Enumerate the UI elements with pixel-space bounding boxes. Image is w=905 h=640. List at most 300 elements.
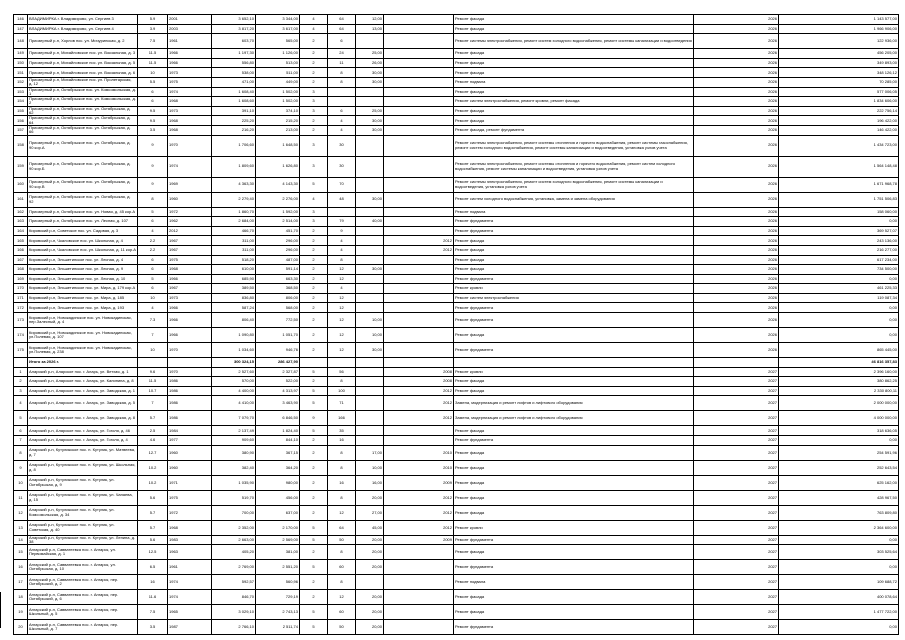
row-wear-percent: 30,00 bbox=[356, 125, 384, 135]
row-index: 158 bbox=[14, 135, 28, 156]
row-wear: 2.2 bbox=[138, 236, 168, 246]
row-wear-percent: 30,00 bbox=[356, 343, 384, 358]
row-work-type: Ремонт кровли bbox=[454, 520, 694, 535]
row-wear-percent: 25,00 bbox=[356, 106, 384, 116]
row-plan-year: 2026 bbox=[694, 192, 779, 207]
row-index: 167 bbox=[14, 255, 28, 265]
table-row bbox=[14, 236, 899, 246]
table-row bbox=[14, 255, 899, 265]
row-total-area: 4 410,00 bbox=[212, 396, 256, 411]
row-index: 149 bbox=[14, 49, 28, 59]
row-floors: 2 bbox=[300, 490, 328, 505]
row-floors: 3 bbox=[300, 217, 328, 227]
row-work-type: Ремонт подвала bbox=[454, 207, 694, 217]
row-year-built: 2012 bbox=[168, 226, 212, 236]
row-apartments: 30 bbox=[328, 135, 356, 156]
row-wear: 10 bbox=[138, 68, 168, 78]
row-address: Приозерный р-н, Хорлов пос. ул. Мичуринская, д. 2 bbox=[28, 34, 138, 49]
row-work-type: Ремонт фасада bbox=[454, 460, 694, 475]
row-index: 15 bbox=[14, 545, 28, 560]
row-apartments: 6 bbox=[328, 34, 356, 49]
row-cost: 1 477 722,00 bbox=[779, 605, 899, 620]
row-wear-percent bbox=[356, 87, 384, 97]
row-living-area: 522,00 bbox=[256, 377, 300, 387]
row-wear-percent bbox=[356, 226, 384, 236]
row-total-area: 2 766,10 bbox=[212, 620, 256, 635]
table-row bbox=[14, 605, 899, 620]
row-living-area: 3 344,00 bbox=[256, 15, 300, 25]
row-living-area: 3 463,90 bbox=[256, 396, 300, 411]
row-living-area: 511,00 bbox=[256, 68, 300, 78]
table-row bbox=[14, 87, 899, 97]
row-last-repair-year: 2012 bbox=[384, 520, 454, 535]
row-apartments: 60 bbox=[328, 605, 356, 620]
row-floors: 4 bbox=[300, 24, 328, 34]
row-wear-percent: 27,00 bbox=[356, 505, 384, 520]
row-cost: 348 126,12 bbox=[779, 68, 899, 78]
row-index: 10 bbox=[14, 475, 28, 490]
row-floors: 2 bbox=[300, 255, 328, 265]
row-cost: 109 688,72 bbox=[779, 575, 899, 590]
row-wear: 12.7 bbox=[138, 445, 168, 460]
row-total-area: 3 652,10 bbox=[212, 15, 256, 25]
row-apartments: 12 bbox=[328, 274, 356, 284]
row-apartments: 70 bbox=[328, 177, 356, 192]
row-floors: 2 bbox=[300, 34, 328, 49]
row-year-built: 1974 bbox=[168, 575, 212, 590]
row-work-type: Замена, модернизация и ремонт лифтов и лифтового оборудования bbox=[454, 411, 694, 426]
row-work-type: Ремонт фасада bbox=[454, 255, 694, 265]
row-living-area: 456,00 bbox=[256, 490, 300, 505]
row-address: Кировский р-н, Эльшетинское пос. ул. Лесная, д. 10 bbox=[28, 274, 138, 284]
row-cost: 243 136,00 bbox=[779, 236, 899, 246]
row-address: Кировский р-н, Эльшетинское пос. ул. Лесная, д. 9 bbox=[28, 265, 138, 275]
row-floors: 3 bbox=[300, 156, 328, 177]
row-index: 152 bbox=[14, 77, 28, 87]
row-index: 172 bbox=[14, 303, 28, 313]
row-living-area: 364,20 bbox=[256, 460, 300, 475]
row-work-type: Ремонт фасада bbox=[454, 236, 694, 246]
row-wear: 5.6 bbox=[138, 490, 168, 505]
row-total-area: 2 137,49 bbox=[212, 426, 256, 436]
row-work-type: Ремонт фасада bbox=[454, 87, 694, 97]
row-plan-year: 2027 bbox=[694, 475, 779, 490]
row-index: 170 bbox=[14, 284, 28, 294]
row-apartments: 166 bbox=[328, 411, 356, 426]
row-last-repair-year bbox=[384, 226, 454, 236]
row-year-built: 1969 bbox=[168, 177, 212, 192]
row-index: 17 bbox=[14, 575, 28, 590]
row-address: Аларский р-н, Аларское пос. г. Аларь, ул. Гоголя, д. 4 bbox=[28, 436, 138, 446]
row-total-area: 466,70 bbox=[212, 226, 256, 236]
row-last-repair-year bbox=[384, 192, 454, 207]
row-last-repair-year: 2012 bbox=[384, 386, 454, 396]
row-address: Приозерный р-н, Михайловское пос. ул. Вокзальная, д. 6 bbox=[28, 68, 138, 78]
row-floors: 2 bbox=[300, 293, 328, 303]
row-wear: 6 bbox=[138, 265, 168, 275]
row-total-area: 3 029,10 bbox=[212, 605, 256, 620]
row-cost: 2 364 600,00 bbox=[779, 520, 899, 535]
table-row bbox=[14, 590, 899, 605]
row-apartments: 4 bbox=[328, 116, 356, 126]
row-floors: 2 bbox=[300, 58, 328, 68]
row-wear: 5.7 bbox=[138, 411, 168, 426]
row-address: Аларский р-н, Кутуликское пос. п. Кутулик, ул. Матвеева, д. 7 bbox=[28, 445, 138, 460]
row-address: Аларский р-н, Кутуликское пос. п. Кутулик, ул. Чапаева, д. 15 bbox=[28, 490, 138, 505]
row-wear: 2.2 bbox=[138, 245, 168, 255]
row-cost: 303 525,64 bbox=[779, 545, 899, 560]
row-cost: 2 330 800,11 bbox=[779, 386, 899, 396]
row-wear: 10.7 bbox=[138, 386, 168, 396]
row-floors: 3 bbox=[300, 106, 328, 116]
row-year-built: 1968 bbox=[168, 520, 212, 535]
row-address: Ангарский р-н, Савватеевка пос. г. Ангарск, пер. Школьный, д. 5 bbox=[28, 605, 138, 620]
row-work-type: Ремонт фасада bbox=[454, 245, 694, 255]
row-year-built: 1960 bbox=[168, 460, 212, 475]
row-wear-percent bbox=[356, 436, 384, 446]
row-total-area: 380,90 bbox=[212, 445, 256, 460]
row-wear: 5.7 bbox=[138, 505, 168, 520]
row-last-repair-year: 2008 bbox=[384, 377, 454, 387]
row-living-area: 1 126,00 bbox=[256, 49, 300, 59]
row-living-area: 806,00 bbox=[256, 293, 300, 303]
row-apartments: 64 bbox=[328, 520, 356, 535]
row-apartments: 12 bbox=[328, 505, 356, 520]
row-last-repair-year bbox=[384, 177, 454, 192]
row-cost: 222 756,14 bbox=[779, 106, 899, 116]
row-year-built: 1973 bbox=[168, 293, 212, 303]
row-cost: 2 000 000,00 bbox=[779, 396, 899, 411]
row-cost: 369 527,07 bbox=[779, 226, 899, 236]
row-address: Кировский р-н, Эльшетинское пос. ул. Мира, д. 193 bbox=[28, 303, 138, 313]
row-floors: 5 bbox=[300, 386, 328, 396]
row-work-type: Ремонт фундамента bbox=[454, 436, 694, 446]
row-address: Кировский р-н, Эльшетинское пос. ул. Лесная, д. 4 bbox=[28, 255, 138, 265]
row-work-type: Ремонт фундамента bbox=[454, 217, 694, 227]
row-year-built: 1966 bbox=[168, 49, 212, 59]
row-total-area: 216,20 bbox=[212, 125, 256, 135]
row-cost: 0,00 bbox=[779, 328, 899, 343]
row-wear: 2.5 bbox=[138, 426, 168, 436]
row-living-area: 449,00 bbox=[256, 77, 300, 87]
row-living-area: 368,50 bbox=[256, 284, 300, 294]
table-row bbox=[14, 436, 899, 446]
row-last-repair-year bbox=[384, 343, 454, 358]
row-work-type: Ремонт фасада bbox=[454, 590, 694, 605]
row-last-repair-year bbox=[384, 255, 454, 265]
row-work-type: Ремонт фасада bbox=[454, 505, 694, 520]
total-sum: 46 816 357,83 bbox=[779, 358, 899, 368]
row-floors: 2 bbox=[300, 303, 328, 313]
row-total-area: 471,00 bbox=[212, 77, 256, 87]
total-area: 300 324,15 bbox=[212, 358, 256, 368]
row-year-built: 1968 bbox=[168, 97, 212, 107]
row-total-area: 836,80 bbox=[212, 293, 256, 303]
row-apartments: 12 bbox=[328, 590, 356, 605]
row-living-area: 1 502,00 bbox=[256, 97, 300, 107]
row-wear-percent bbox=[356, 135, 384, 156]
row-cost: 1 434 723,00 bbox=[779, 135, 899, 156]
row-year-built: 1963 bbox=[168, 545, 212, 560]
row-wear-percent bbox=[356, 97, 384, 107]
row-plan-year: 2026 bbox=[694, 68, 779, 78]
row-last-repair-year: 2008 bbox=[384, 367, 454, 377]
row-wear-percent: 26,00 bbox=[356, 58, 384, 68]
row-apartments: 35 bbox=[328, 426, 356, 436]
row-index: 163 bbox=[14, 217, 28, 227]
row-year-built: 1967 bbox=[168, 284, 212, 294]
table-row bbox=[14, 343, 899, 358]
row-year-built: 1961 bbox=[168, 34, 212, 49]
row-wear-percent: 12,00 bbox=[356, 15, 384, 25]
row-year-built: 1987 bbox=[168, 620, 212, 635]
row-last-repair-year bbox=[384, 605, 454, 620]
row-work-type: Ремонт фасада bbox=[454, 265, 694, 275]
table-row bbox=[14, 274, 899, 284]
row-wear: 10.2 bbox=[138, 460, 168, 475]
row-wear-percent: 20,00 bbox=[356, 620, 384, 635]
row-last-repair-year bbox=[384, 34, 454, 49]
row-wear-percent: 10,00 bbox=[356, 460, 384, 475]
row-work-type: Ремонт фасада, ремонт фундамента bbox=[454, 125, 694, 135]
row-address: Аларский р-н, Аларское пос. г. Аларь, ул. Ветхая, д. 1 bbox=[28, 367, 138, 377]
row-plan-year: 2026 bbox=[694, 255, 779, 265]
row-wear-percent bbox=[356, 245, 384, 255]
table-row bbox=[14, 520, 899, 535]
row-apartments: 8 bbox=[328, 377, 356, 387]
row-plan-year: 2026 bbox=[694, 207, 779, 217]
row-index: 5 bbox=[14, 411, 28, 426]
row-address: Аларский р-н, Кутуликское пос. п. Кутулик, ул. Школьная, д. 8 bbox=[28, 460, 138, 475]
row-year-built: 1974 bbox=[168, 590, 212, 605]
row-year-built: 2003 bbox=[168, 24, 212, 34]
row-last-repair-year: 2012 bbox=[384, 396, 454, 411]
table-row bbox=[14, 58, 899, 68]
row-wear-percent bbox=[356, 177, 384, 192]
row-wear: 3.5 bbox=[138, 620, 168, 635]
row-address: Приозерный р-н, Октябрьское пос. ул. Октябрьская, д. 62 bbox=[28, 106, 138, 116]
row-living-area: 451,70 bbox=[256, 226, 300, 236]
row-plan-year: 2026 bbox=[694, 24, 779, 34]
row-living-area: 215,20 bbox=[256, 116, 300, 126]
row-total-area: 3 817,20 bbox=[212, 24, 256, 34]
row-apartments: 12 bbox=[328, 265, 356, 275]
row-wear-percent: 40,00 bbox=[356, 217, 384, 227]
row-floors: 2 bbox=[300, 575, 328, 590]
row-plan-year: 2027 bbox=[694, 590, 779, 605]
row-living-area: 560,96 bbox=[256, 575, 300, 590]
row-wear: 11.5 bbox=[138, 377, 168, 387]
row-year-built: 1966 bbox=[168, 58, 212, 68]
capital-repair-table bbox=[13, 14, 899, 635]
row-year-built: 1968 bbox=[168, 265, 212, 275]
row-wear-percent: 20,00 bbox=[356, 490, 384, 505]
row-apartments: 30 bbox=[328, 156, 356, 177]
row-apartments: 6 bbox=[328, 106, 356, 116]
row-living-area: 729,19 bbox=[256, 590, 300, 605]
row-floors: 5 bbox=[300, 396, 328, 411]
row-address: Аларский р-н, Кутуликское пос. п. Кутулик, ул. Комсомольская, д. 34 bbox=[28, 505, 138, 520]
row-year-built: 1968 bbox=[168, 116, 212, 126]
table-row bbox=[14, 68, 899, 78]
row-wear-percent bbox=[356, 156, 384, 177]
row-address: Приозерный р-н, Октябрьское пос. ул. Лесная, д. 107 bbox=[28, 217, 138, 227]
row-apartments: 9 bbox=[328, 226, 356, 236]
row-work-type: Ремонт фасада bbox=[454, 605, 694, 620]
row-floors: 2 bbox=[300, 77, 328, 87]
row-address: Приозерный р-н, Октябрьское пос. ул. Октябрьская, д. 90 кор.Б bbox=[28, 156, 138, 177]
row-work-type: Ремонт кровли bbox=[454, 284, 694, 294]
row-wear: 3.5 bbox=[138, 125, 168, 135]
row-total-area: 4 400,00 bbox=[212, 386, 256, 396]
row-last-repair-year bbox=[384, 426, 454, 436]
row-address: Аларский р-н, Кутуликское пос. п. Кутулик, ул. Ленина, д. 38 bbox=[28, 535, 138, 545]
row-wear: 7.5 bbox=[138, 34, 168, 49]
row-work-type: Ремонт фундамента bbox=[454, 313, 694, 328]
row-work-type: Ремонт фасада bbox=[454, 386, 694, 396]
row-floors: 2 bbox=[300, 116, 328, 126]
row-address: Приозерный р-н, Михайловское пос. ул. Вокзальная, д. 3 bbox=[28, 49, 138, 59]
row-year-built: 1975 bbox=[168, 77, 212, 87]
row-address: Кировский р-н, Советское пос. ул. Садовая, д. 3 bbox=[28, 226, 138, 236]
row-wear-percent bbox=[356, 274, 384, 284]
row-floors: 2 bbox=[300, 125, 328, 135]
row-plan-year: 2026 bbox=[694, 245, 779, 255]
row-address: Ангарский р-н, Савватеевка пос. г. Ангарск, пер. Октябрьский, д. 6 bbox=[28, 590, 138, 605]
row-wear: 11.5 bbox=[138, 58, 168, 68]
row-address: Приозерный р-н, Октябрьское пос. ул. Октябрьская, д. 90 кор.А bbox=[28, 135, 138, 156]
row-wear: 7 bbox=[138, 396, 168, 411]
row-last-repair-year bbox=[384, 575, 454, 590]
row-floors: 5 bbox=[300, 605, 328, 620]
row-cost: 734 500,00 bbox=[779, 265, 899, 275]
row-year-built: 1966 bbox=[168, 303, 212, 313]
row-living-area: 2 569,00 bbox=[256, 535, 300, 545]
table-row bbox=[14, 116, 899, 126]
row-last-repair-year bbox=[384, 58, 454, 68]
row-address: Аларский р-н, Аларское пос. г. Аларь, ул. Калинина, д. 8 bbox=[28, 377, 138, 387]
table-row bbox=[14, 490, 899, 505]
row-year-built: 1970 bbox=[168, 343, 212, 358]
row-plan-year: 2026 bbox=[694, 236, 779, 246]
total-index bbox=[14, 358, 28, 368]
row-last-repair-year bbox=[384, 217, 454, 227]
row-wear: 11.6 bbox=[138, 590, 168, 605]
row-plan-year: 2027 bbox=[694, 460, 779, 475]
row-apartments: 12 bbox=[328, 343, 356, 358]
row-last-repair-year bbox=[384, 24, 454, 34]
row-wear-percent bbox=[356, 377, 384, 387]
row-plan-year: 2027 bbox=[694, 505, 779, 520]
row-index: 173 bbox=[14, 313, 28, 328]
row-total-area: 2 352,00 bbox=[212, 520, 256, 535]
row-living-area: 772,50 bbox=[256, 313, 300, 328]
row-year-built: 1983 bbox=[168, 535, 212, 545]
row-wear: 5.7 bbox=[138, 520, 168, 535]
row-wear-percent: 30,00 bbox=[356, 192, 384, 207]
row-index: 148 bbox=[14, 34, 28, 49]
row-year-built: 1965 bbox=[168, 605, 212, 620]
row-living-area: 1 824,40 bbox=[256, 426, 300, 436]
row-work-type: Ремонт систем электроснабжения bbox=[454, 293, 694, 303]
row-wear: 6 bbox=[138, 87, 168, 97]
row-plan-year: 2026 bbox=[694, 34, 779, 49]
row-plan-year: 2026 bbox=[694, 274, 779, 284]
row-plan-year: 2026 bbox=[694, 116, 779, 126]
row-total-area: 1 090,80 bbox=[212, 328, 256, 343]
row-living-area: 4 313,97 bbox=[256, 386, 300, 396]
row-last-repair-year bbox=[384, 135, 454, 156]
row-wear-percent bbox=[356, 367, 384, 377]
row-last-repair-year bbox=[384, 156, 454, 177]
row-address: Аларский р-н, Кутуликское пос. п. Кутулик, ул. Октябрьская, д. 9 bbox=[28, 475, 138, 490]
row-wear-percent: 17,00 bbox=[356, 445, 384, 460]
row-plan-year: 2027 bbox=[694, 520, 779, 535]
row-apartments: 4 bbox=[328, 245, 356, 255]
row-plan-year: 2027 bbox=[694, 560, 779, 575]
row-cost: 146 422,00 bbox=[779, 125, 899, 135]
row-work-type: Ремонт фундамента bbox=[454, 303, 694, 313]
row-index: 146 bbox=[14, 15, 28, 25]
row-plan-year: 2027 bbox=[694, 605, 779, 620]
row-year-built: 1967 bbox=[168, 236, 212, 246]
row-floors: 5 bbox=[300, 560, 328, 575]
row-plan-year: 2026 bbox=[694, 303, 779, 313]
row-living-area: 591,14 bbox=[256, 265, 300, 275]
table-row bbox=[14, 245, 899, 255]
row-last-repair-year bbox=[384, 207, 454, 217]
row-wear: 4.6 bbox=[138, 436, 168, 446]
row-plan-year: 2027 bbox=[694, 575, 779, 590]
row-index: 7 bbox=[14, 436, 28, 446]
row-apartments bbox=[328, 97, 356, 107]
row-last-repair-year bbox=[384, 116, 454, 126]
row-work-type: Ремонт фундамента bbox=[454, 274, 694, 284]
row-index: 157 bbox=[14, 125, 28, 135]
row-address: Аларский р-н, Аларское пос. г. Аларь, ул. Заводская, д. 5 bbox=[28, 396, 138, 411]
row-address: Приозерный р-н, Октябрьское пос. ул. Комсомольская, д. 2 bbox=[29, 96, 136, 106]
row-index: 20 bbox=[14, 620, 28, 635]
row-wear-percent: 10,00 bbox=[356, 328, 384, 343]
row-apartments: 8 bbox=[328, 545, 356, 560]
row-living-area: 381,00 bbox=[256, 545, 300, 560]
row-apartments: 16 bbox=[328, 475, 356, 490]
row-last-repair-year: 2012 bbox=[384, 245, 454, 255]
row-living-area: 6 846,50 bbox=[256, 411, 300, 426]
row-address: Приозерный р-н, Октябрьское пос. ул. Комсомольская, д. 1 bbox=[29, 87, 136, 96]
row-wear: 6 bbox=[138, 255, 168, 265]
table-row bbox=[14, 313, 899, 328]
row-work-type: Ремонт фасада bbox=[454, 106, 694, 116]
row-address: Кировский р-н, Эльшетинское пос. ул. Мира, д. 179 кор.А bbox=[28, 284, 138, 294]
row-cost: 1 564 148,48 bbox=[779, 156, 899, 177]
row-living-area: 2 170,00 bbox=[256, 520, 300, 535]
row-work-type: Ремонт подвала bbox=[454, 77, 694, 87]
row-floors: 5 bbox=[300, 367, 328, 377]
row-work-type: Ремонт фасада bbox=[454, 49, 694, 59]
row-wear: 5.5 bbox=[138, 77, 168, 87]
row-wear-percent: 30,00 bbox=[356, 68, 384, 78]
table-row bbox=[14, 445, 899, 460]
row-wear: 9.5 bbox=[138, 116, 168, 126]
row-year-built: 1975 bbox=[168, 255, 212, 265]
row-year-built: 1960 bbox=[168, 445, 212, 460]
row-wear-percent: 16,00 bbox=[356, 475, 384, 490]
row-apartments: 79 bbox=[328, 217, 356, 227]
row-index: 171 bbox=[14, 293, 28, 303]
row-index: 147 bbox=[14, 24, 28, 34]
row-floors: 5 bbox=[300, 426, 328, 436]
